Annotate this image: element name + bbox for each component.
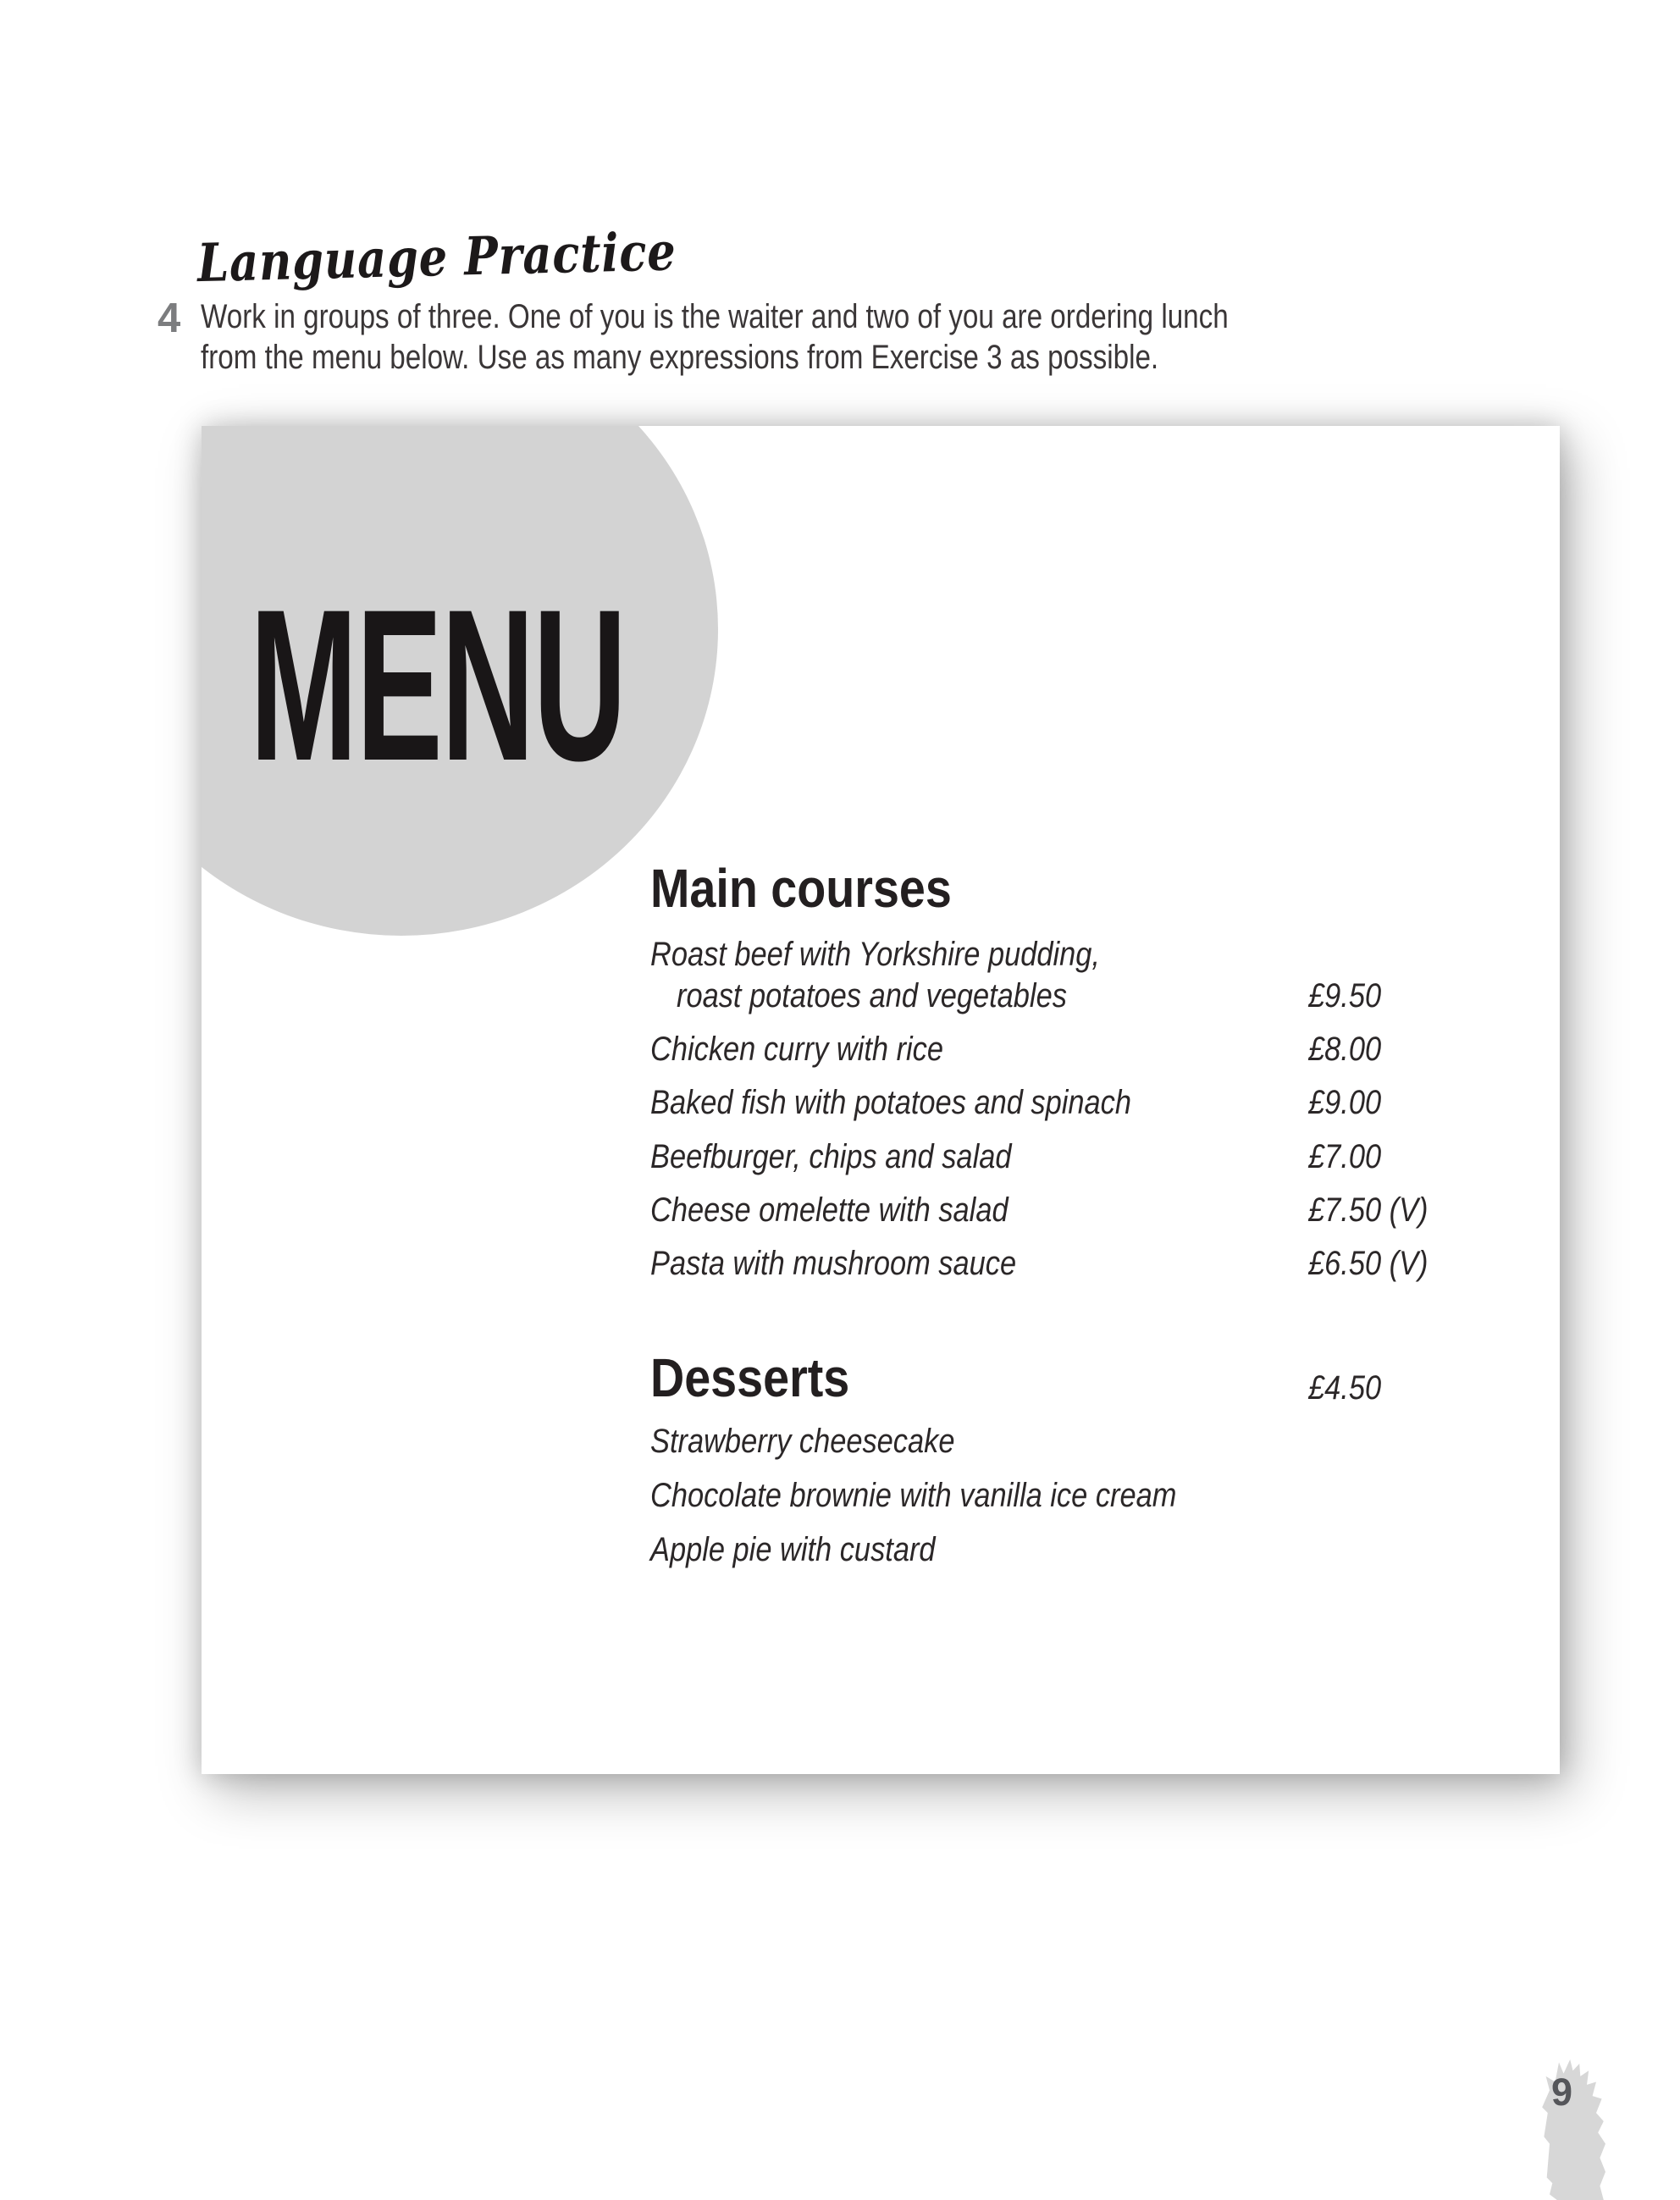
menu-item-price: £8.00: [1308, 1031, 1382, 1068]
section-title-text: Language Practice: [196, 220, 677, 295]
menu-item-price: £9.00: [1308, 1084, 1382, 1121]
menu-item-continuation: roast potatoes and vegetables: [677, 977, 1067, 1014]
menu-section-heading-main-courses: Main courses: [650, 858, 952, 919]
menu-item-price: £6.50 (V): [1308, 1245, 1429, 1282]
menu-item: Cheese omelette with salad: [650, 1191, 1009, 1229]
menu-item: Baked fish with potatoes and spinach: [650, 1084, 1131, 1121]
menu-item: Beefburger, chips and salad: [650, 1138, 1012, 1175]
menu-section-heading-desserts: Desserts: [650, 1347, 850, 1408]
menu-item: Roast beef with Yorkshire pudding,: [650, 936, 1100, 973]
exercise-instruction-line2: from the menu below. Use as many expressions from Exercise 3 as possible.: [201, 339, 1159, 376]
menu-item: Apple pie with custard: [650, 1531, 936, 1568]
menu-title: MENU: [250, 565, 626, 806]
menu-item: Strawberry cheesecake: [650, 1423, 955, 1460]
menu-item-price: £9.50: [1308, 977, 1382, 1014]
menu-item: Chicken curry with rice: [650, 1031, 944, 1068]
menu-section-price: £4.50: [1308, 1369, 1382, 1407]
menu-item-price: £7.00: [1308, 1138, 1382, 1175]
menu-item: Chocolate brownie with vanilla ice cream: [650, 1477, 1177, 1514]
exercise-instruction-line1: Work in groups of three. One of you is the waiter and two of you are ordering lunch: [201, 298, 1229, 335]
page-number: 9: [1551, 2070, 1573, 2114]
menu-item-price: £7.50 (V): [1308, 1191, 1429, 1229]
menu-item: Pasta with mushroom sauce: [650, 1245, 1017, 1282]
menu-card: [202, 426, 1560, 1774]
exercise-number: 4: [158, 296, 181, 341]
section-title: [196, 220, 761, 295]
